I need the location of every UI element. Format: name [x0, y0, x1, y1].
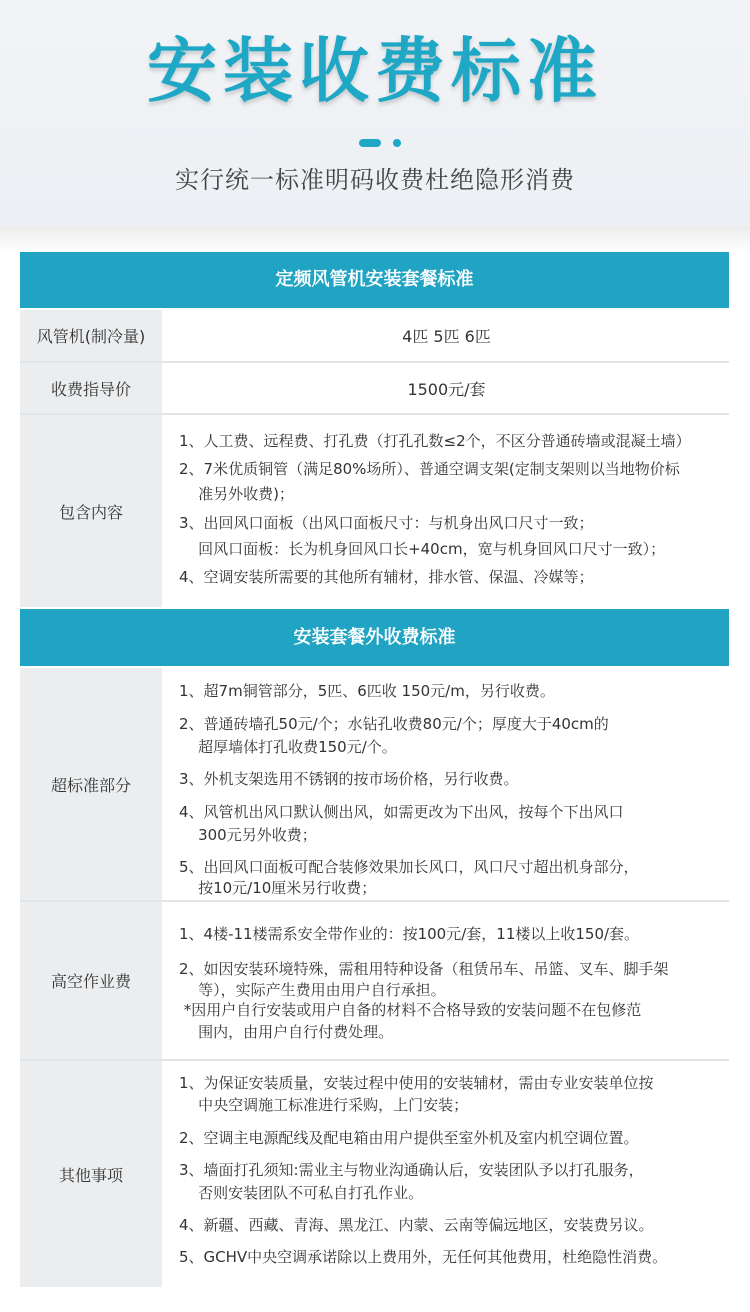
row-label: 其他事项: [20, 1061, 162, 1287]
list-item: 4、空调安装所需要的其他所有辅材，排水管、保温、冷媒等；: [179, 568, 594, 586]
table-row-high-altitude: [20, 902, 729, 1059]
list-item: 1、人工费、远程费、打孔费（打孔孔数≤2个，不区分普通砖墙或混凝土墙）: [179, 432, 691, 450]
list-item: 1、4楼-11楼需系安全带作业的：按100元/套，11楼以上收150/套。: [179, 925, 640, 943]
list-item: 按10元/10厘米另行收费；: [179, 879, 377, 897]
row-content-list: [164, 902, 729, 1059]
section-header-package: 定频风管机安装套餐标准: [20, 252, 729, 308]
table-row-price: [20, 363, 729, 413]
list-item: 等），实际产生费用由用户自行承担。: [179, 981, 446, 999]
list-item: 否则安装团队不可私自打孔作业。: [179, 1184, 424, 1202]
list-item: 2、空调主电源配线及配电箱由用户提供至室外机及室内机空调位置。: [179, 1129, 639, 1147]
list-item: 3、墙面打孔须知:需业主与物业沟通确认后，安装团队予以打孔服务，: [179, 1161, 644, 1179]
list-item: 1、为保证安装质量，安装过程中使用的安装辅材，需由专业安装单位按: [179, 1074, 654, 1092]
row-label: 高空作业费: [20, 902, 162, 1059]
page-subtitle: 实行统一标准明码收费杜绝隐形消费: [175, 166, 575, 194]
list-item: 5、出回风口面板可配合装修效果加长风口，风口尺寸超出机身部分，: [179, 858, 639, 876]
row-value: 1500元/套: [164, 363, 729, 413]
divider-dot: [393, 139, 401, 147]
table-row-contents: [20, 415, 729, 607]
list-item: 围内，由用户自行付费处理。: [179, 1023, 394, 1041]
page-title: 安装收费标准: [147, 30, 603, 112]
row-content-list: [164, 415, 729, 607]
list-item: 5、GCHV中央空调承诺除以上费用外，无任何其他费用，杜绝隐性消费。: [179, 1248, 668, 1266]
list-item: 1、超7m铜管部分，5匹、6匹收 150元/m，另行收费。: [179, 682, 555, 700]
list-item: 中央空调施工标准进行采购，上门安装；: [179, 1096, 469, 1114]
list-item: *因用户自行安装或用户自备的材料不合格导致的安装问题不在包修范: [179, 1001, 642, 1019]
header-shadow: [0, 226, 750, 252]
list-item: 2、普通砖墙孔50元/个；水钻孔收费80元/个；厚度大于40cm的: [179, 715, 609, 733]
divider-bar: [359, 139, 381, 147]
row-label: 风管机(制冷量): [20, 310, 162, 361]
list-item: 超厚墙体打孔收费150元/个。: [179, 738, 397, 756]
list-item: 4、风管机出风口默认侧出风，如需更改为下出风，按每个下出风口: [179, 803, 624, 821]
list-item: 2、7米优质铜管（满足80%场所）、普通空调支架(定制支架则以当地物价标: [179, 460, 680, 478]
list-item: 300元另外收费；: [179, 826, 317, 844]
table-row-over-standard: [20, 668, 729, 900]
row-content-list: [164, 668, 729, 900]
row-label: 包含内容: [20, 415, 162, 607]
list-item: 3、外机支架选用不锈钢的按市场价格，另行收费。: [179, 770, 519, 788]
list-item: 准另外收费)；: [179, 485, 294, 503]
page-header: [0, 0, 750, 226]
row-content-list: [164, 1061, 729, 1287]
table-row-model: [20, 310, 729, 361]
row-label: 收费指导价: [20, 363, 162, 413]
row-value: 4匹 5匹 6匹: [164, 310, 729, 361]
list-item: 2、如因安装环境特殊，需租用特种设备（租赁吊车、吊篮、叉车、脚手架: [179, 960, 669, 978]
section-header-extra-fees: 安装套餐外收费标准: [20, 609, 729, 666]
table-row-other-notes: [20, 1061, 729, 1287]
list-item: 3、出回风口面板（出风口面板尺寸：与机身出风口尺寸一致；: [179, 514, 594, 532]
list-item: 4、新疆、西藏、青海、黑龙江、内蒙、云南等偏远地区，安装费另议。: [179, 1216, 654, 1234]
row-label: 超标准部分: [20, 668, 162, 900]
list-item: 回风口面板：长为机身回风口长+40cm，宽与机身回风口尺寸一致）；: [179, 540, 666, 558]
